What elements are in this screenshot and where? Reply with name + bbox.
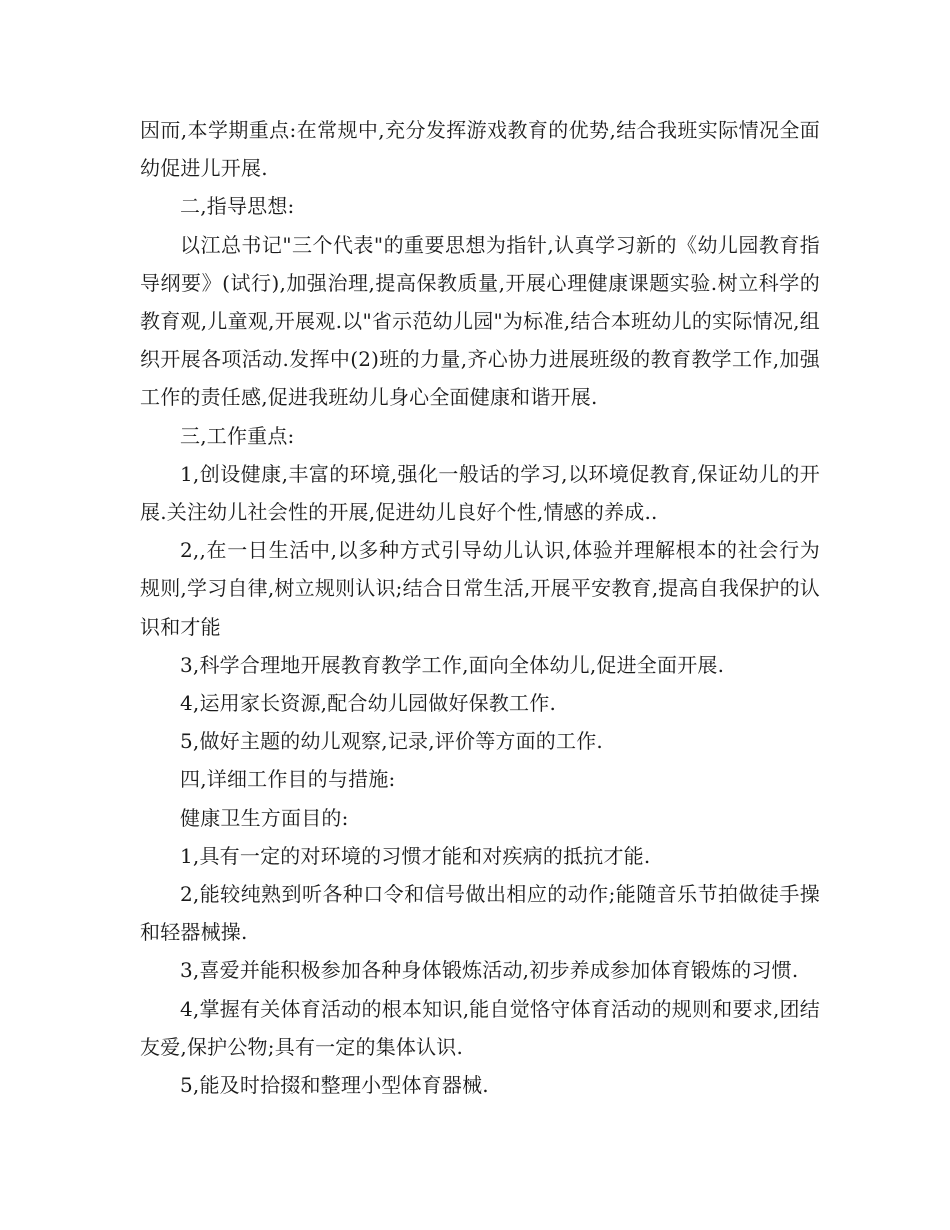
list-item-health-goal-3: 3,喜爱并能积极参加各种身体锻炼活动,初步养成参加体育锻炼的习惯. [180, 958, 799, 983]
subheading-health: 健康卫生方面目的: [180, 805, 349, 830]
list-item-health-goal-2: 2,能较纯熟到听各种口令和信号做出相应的动作;能随音乐节拍做徒手操和轻器械操. [140, 882, 820, 945]
section-heading-detailed-goals: 四,详细工作目的与措施: [180, 767, 396, 792]
section-heading-guiding-thought: 二,指导思想: [180, 194, 295, 219]
paragraph-guiding-thought: 以江总书记"三个代表"的重要思想为指针,认真学习新的《幼儿园教育指导纲要》(试行),加强治理,提高保教质量,开展心理健康课题实验.树立科学的教育观,儿童观,开展观.以"省示范幼儿园"为标准,结合本班幼儿的实际情况,组织开展各项活动.发挥中(2)班的力量,齐心协力进展班级的教育教学工作,加强工作的责任感,促进我班幼儿身心全面健康和谐开展. [140, 232, 820, 410]
paragraph-intro-continuation: 因而,本学期重点:在常规中,充分发挥游戏教育的优势,结合我班实际情况全面幼促进儿开展. [140, 118, 820, 181]
list-item-work-focus-5: 5,做好主题的幼儿观察,记录,评价等方面的工作. [180, 729, 603, 754]
document-body [140, 111, 820, 1104]
list-item-health-goal-4: 4,掌握有关体育活动的根本知识,能自觉恪守体育活动的规则和要求,团结友爱,保护公物;具有一定的集体认识. [140, 996, 820, 1059]
list-item-health-goal-1: 1,具有一定的对环境的习惯才能和对疾病的抵抗才能. [180, 843, 651, 868]
list-item-work-focus-2: 2,,在一日生活中,以多种方式引导幼儿认识,体验并理解根本的社会行为规则,学习自律,树立规则认识;结合日常生活,开展平安教育,提高自我保护的认识和才能 [140, 538, 820, 639]
list-item-work-focus-1: 1,创设健康,丰富的环境,强化一般话的学习,以环境促教育,保证幼儿的开展.关注幼儿社会性的开展,促进幼儿良好个性,情感的养成.. [140, 461, 820, 525]
list-item-health-goal-5: 5,能及时拾掇和整理小型体育器械. [180, 1073, 489, 1098]
list-item-work-focus-4: 4,运用家长资源,配合幼儿园做好保教工作. [180, 691, 556, 716]
section-heading-work-focus: 三,工作重点: [180, 423, 295, 448]
list-item-work-focus-3: 3,科学合理地开展教育教学工作,面向全体幼儿,促进全面开展. [180, 652, 725, 677]
